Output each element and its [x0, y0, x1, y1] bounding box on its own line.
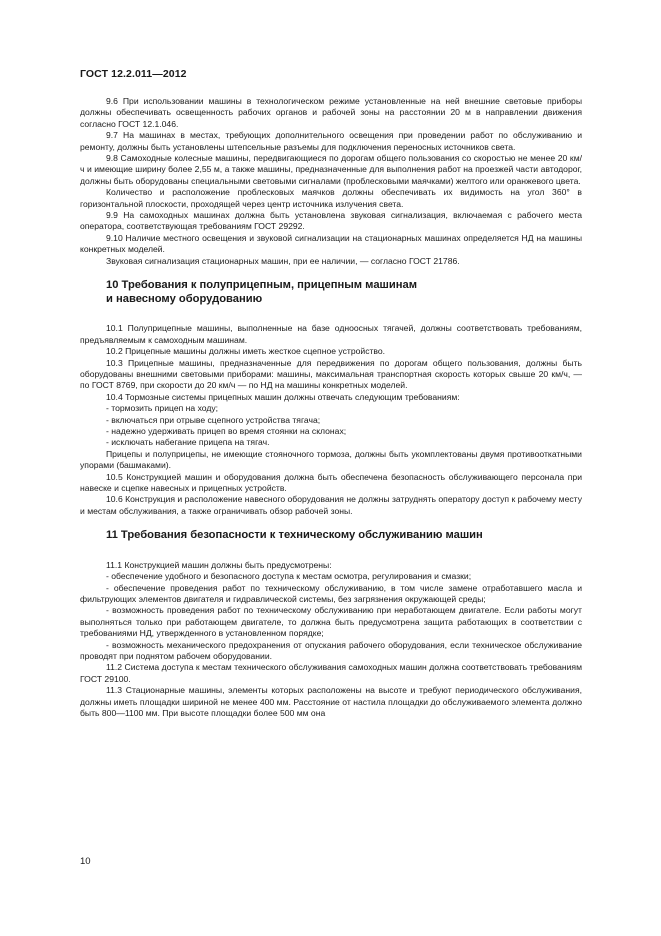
- paragraph-9-10-continued: Звуковая сигнализация стационарных машин, при ее наличии, — согласно ГОСТ 21786.: [106, 255, 460, 266]
- list-item: - надежно удерживать прицеп во время стоянки на склонах;: [106, 425, 347, 436]
- paragraph-11-3: 11.3 Стационарные машины, элементы которых расположены на высоте и требуют периодического обслуживания, должны иметь площадки шириной не менее 400 мм. Расстояние от настила площадки до обслуживаемого элемента должно быть 800—1100 мм. При высоте площадки более 500 мм она: [80, 685, 582, 719]
- paragraph-9-9: 9.9 На самоходных машинах должна быть установлена звуковая сигнализация, включаемая с рабочего места оператора, соответствующая требованиям ГОСТ 29292.: [80, 210, 582, 232]
- paragraph-10-4-continued: Прицепы и полуприцепы, не имеющие стояночного тормоза, должны быть укомплектованы двумя противооткатными упорами (башмаками).: [80, 448, 582, 471]
- list-item: - возможность механического предохранения от опускания рабочего оборудования, если техническое обслуживание проводят при поднятом рабочем оборудовании.: [80, 639, 582, 662]
- page-number: 10: [80, 856, 91, 867]
- paragraph-9-7: 9.7 На машинах в местах, требующих дополнительного освещения при проведении работ по обслуживанию и ремонту, должны быть установлены штепсельные разъемы для подключения переносных источников света.: [80, 130, 582, 152]
- section-11-heading: 11 Требования безопасности к техническому обслуживанию машин: [106, 529, 483, 542]
- paragraph-11-2: 11.2 Система доступа к местам технического обслуживания самоходных машин должна соответствовать требованиям ГОСТ 29100.: [80, 662, 582, 684]
- paragraph-9-8: 9.8 Самоходные колесные машины, передвигающиеся по дорогам общего пользования со скоростью не менее 20 км/ч и имеющие ширину более 2,55 м, а также машины, предназначенные для выполнения работ на проезжей части автодорог, должны быть оборудованы специальными световыми сигналами (проблесковыми маячками) желтого или оранжевого цвета.: [80, 153, 582, 186]
- paragraph-9-6: 9.6 При использовании машины в технологическом режиме установленные на ней внешние световые приборы должны обеспечивать освещенность рабочих органов и рабочей зоны на расстоянии 20 м в направлении движения согласно ГОСТ 12.1.046.: [80, 96, 582, 129]
- section-10-heading-line1: 10 Требования к полуприцепным, прицепным машинам: [106, 279, 417, 292]
- paragraph-10-3: 10.3 Прицепные машины, предназначенные для передвижения по дорогам общего пользования, должны быть оборудованы внешними световыми приборами: машины, максимальная транспортная скорость которых свыше 20 км/ч, — по ГОСТ 8769, при скорости до 20 км/ч — по НД на машины конкретных моделей.: [80, 357, 582, 391]
- paragraph-9-8-continued: Количество и расположение проблесковых маячков должны обеспечивать их видимость на угол 360° в горизонтальной плоскости, проходящей через центр источника излучения света.: [80, 187, 582, 209]
- list-item: - возможность проведения работ по техническому обслуживанию при неработающем двигателе. Если работы могут выполняться только при работающем двигателе, то должна быть предусмотрена защита работающих в соответствии с требованиями НД, утвержденного в установленном порядке;: [80, 605, 582, 639]
- document-header: ГОСТ 12.2.011—2012: [80, 68, 187, 80]
- paragraph-10-5: 10.5 Конструкцией машин и оборудования должна быть обеспечена безопасность обслуживающего персонала при навеске и сцепке навесных и прицепных устройств.: [80, 471, 582, 493]
- paragraph-9-10: 9.10 Наличие местного освещения и звуковой сигнализации на стационарных машинах определяется НД на машины конкретных моделей.: [80, 232, 582, 255]
- page-body: [80, 96, 582, 719]
- list-item: - обеспечение удобного и безопасного доступа к местам осмотра, регулирования и смазки;: [106, 571, 472, 582]
- list-item: - обеспечение проведения работ по техническому обслуживанию, в том числе замене отработавшего масла и фильтрующих элементов двигателя и гидравлической системы, без загрязнения окружающей среды;: [80, 582, 582, 604]
- paragraph-10-2: 10.2 Прицепные машины должны иметь жесткое сцепное устройство.: [106, 346, 386, 357]
- section-10-heading-line2: и навесному оборудованию: [106, 292, 263, 305]
- section-10-heading: [106, 279, 582, 306]
- list-item: - тормозить прицеп на ходу;: [106, 403, 219, 414]
- paragraph-10-6: 10.6 Конструкция и расположение навесного оборудования не должны затруднять оператору доступ к рабочему месту и местам обслуживания, а также ограничивать обзор рабочей зоны.: [80, 494, 582, 516]
- list-item: - исключать набегание прицепа на тягач.: [106, 437, 270, 448]
- paragraph-11-1: 11.1 Конструкцией машин должны быть предусмотрены:: [106, 559, 332, 570]
- list-item: - включаться при отрыве сцепного устройства тягача;: [106, 414, 321, 425]
- paragraph-10-1: 10.1 Полуприцепные машины, выполненные на базе одноосных тягачей, должны соответствовать требованиям, предъявляемым к самоходным машинам.: [80, 323, 582, 345]
- paragraph-10-4: 10.4 Тормозные системы прицепных машин должны отвечать следующим требованиям:: [106, 391, 460, 402]
